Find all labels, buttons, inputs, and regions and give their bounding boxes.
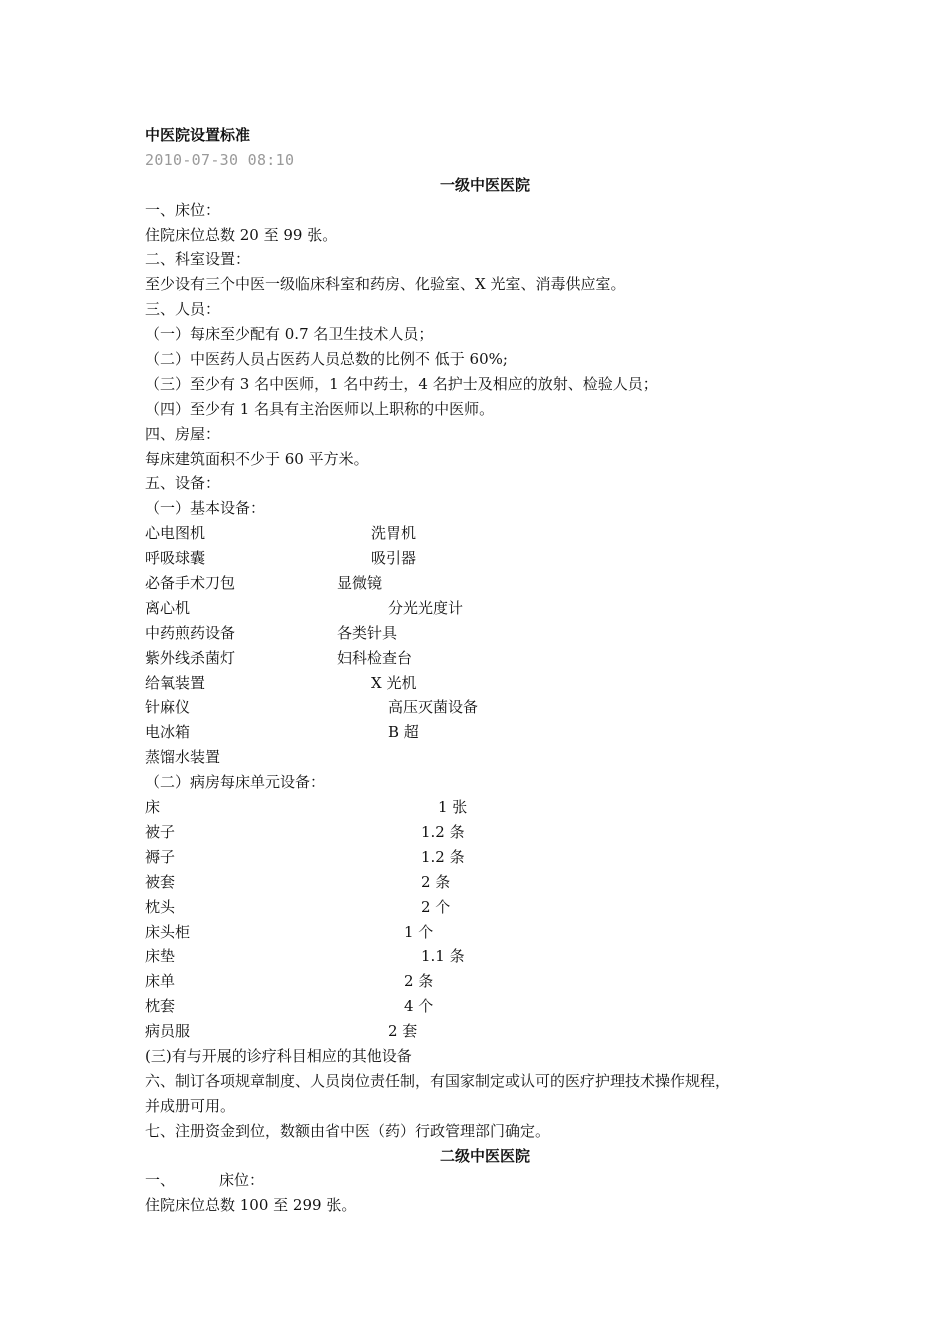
document-page [145, 123, 825, 1218]
equip-right: B 超 [388, 723, 419, 742]
ward-item: 床头柜 [145, 922, 191, 941]
ward-row [145, 969, 825, 994]
ward-row [145, 870, 825, 895]
ward-item: 床垫 [145, 947, 176, 966]
bed-text: 住院床位总数 20 至 99 张。 [145, 225, 338, 244]
equip-left: 蒸馏水装置 [145, 748, 221, 767]
equip-right: 洗胃机 [371, 524, 417, 543]
equip-left: 必备手术刀包 [145, 574, 236, 593]
level2-bed-label: 床位： [219, 1171, 265, 1190]
dept-text: 至少设有三个中医一级临床科室和药房、化验室、X 光室、消毒供应室。 [145, 275, 626, 294]
equip-row [145, 720, 825, 745]
equip-left: 呼吸球囊 [145, 549, 206, 568]
rules-text-2: 并成册可用。 [145, 1096, 236, 1115]
equip-row [145, 521, 825, 546]
equip-right: 高压灭菌设备 [388, 698, 479, 717]
equip-row [145, 571, 825, 596]
ward-row [145, 994, 825, 1019]
staff-item-2: （二）中医药人员占医药人员总数的比例不 低于 60%; [145, 350, 508, 369]
ward-qty: 1.1 条 [421, 947, 465, 966]
equip-left: 针麻仪 [145, 698, 191, 717]
level2-bed-heading [145, 1168, 825, 1193]
rules-text-1: 六、制订各项规章制度、人员岗位责任制，有国家制定或认可的医疗护理技术操作规程， [145, 1071, 731, 1090]
ward-qty: 1.2 条 [421, 822, 465, 841]
ward-qty: 2 套 [388, 1022, 418, 1041]
house-heading: 四、房屋： [145, 424, 221, 443]
level2-bed-num: 一、 [145, 1171, 176, 1190]
bed-heading: 一、床位： [145, 200, 221, 219]
ward-qty: 2 个 [421, 897, 451, 916]
equip-right: 显微镜 [337, 574, 383, 593]
equip-left: 电冰箱 [145, 723, 191, 742]
ward-qty: 1 张 [438, 798, 468, 817]
document-title: 中医院设置标准 [145, 126, 251, 144]
ward-qty: 2 条 [404, 972, 434, 991]
ward-row [145, 820, 825, 845]
equip-right: 吸引器 [371, 549, 417, 568]
ward-item: 被套 [145, 872, 176, 891]
equip-row [145, 745, 825, 770]
ward-qty: 4 个 [404, 997, 434, 1016]
equip-right: 妇科检查台 [337, 648, 413, 667]
ward-qty: 1 个 [404, 922, 434, 941]
ward-item: 被子 [145, 822, 176, 841]
staff-item-1: （一）每床至少配有 0.7 名卫生技术人员； [145, 325, 434, 344]
house-text: 每床建筑面积不少于 60 平方米。 [145, 449, 369, 468]
dept-heading: 二、科室设置： [145, 250, 251, 269]
ward-qty: 2 条 [421, 872, 451, 891]
ward-row [145, 795, 825, 820]
ward-item: 床 [145, 798, 161, 817]
equip-right: 分光光度计 [388, 598, 464, 617]
level2-bed-text: 住院床位总数 100 至 299 张。 [145, 1196, 357, 1215]
ward-row [145, 895, 825, 920]
ward-item: 枕套 [145, 997, 176, 1016]
ward-item: 病员服 [145, 1022, 191, 1041]
ward-item: 床单 [145, 972, 176, 991]
staff-item-3: （三）至少有 3 名中医师，1 名中药士，4 名护士及相应的放射、检验人员； [145, 374, 658, 393]
equip-right: 各类针具 [337, 623, 398, 642]
equip-right: X 光机 [371, 673, 417, 692]
ward-item: 枕头 [145, 897, 176, 916]
equip-left: 紫外线杀菌灯 [145, 648, 236, 667]
staff-heading: 三、人员： [145, 300, 221, 319]
capital-text: 七、注册资金到位，数额由省中医（药）行政管理部门确定。 [145, 1121, 551, 1140]
equip-heading: 五、设备： [145, 474, 221, 493]
ward-row [145, 920, 825, 945]
equip-left: 给氧装置 [145, 673, 206, 692]
section-heading-level1: 一级中医医院 [439, 175, 530, 194]
equip-left: 中药煎药设备 [145, 623, 236, 642]
equip-row [145, 646, 825, 671]
staff-item-4: （四）至少有 1 名具有主治医师以上职称的中医师。 [145, 399, 495, 418]
equip-left: 离心机 [145, 598, 191, 617]
section-heading-level2: 二级中医医院 [439, 1146, 530, 1165]
equip-left: 心电图机 [145, 524, 206, 543]
equip-row [145, 621, 825, 646]
equip-row [145, 671, 825, 696]
equip-row [145, 596, 825, 621]
ward-row [145, 845, 825, 870]
ward-item: 褥子 [145, 847, 176, 866]
ward-equip-heading: （二）病房每床单元设备： [145, 773, 326, 792]
ward-row [145, 1019, 825, 1044]
publish-date: 2010-07-30 08:10 [145, 150, 295, 169]
equip-row [145, 546, 825, 571]
ward-qty: 1.2 条 [421, 847, 465, 866]
basic-equip-heading: （一）基本设备： [145, 499, 266, 518]
other-equip-text: (三)有与开展的诊疗科目相应的其他设备 [145, 1046, 412, 1065]
equip-row [145, 695, 825, 720]
ward-row [145, 944, 825, 969]
